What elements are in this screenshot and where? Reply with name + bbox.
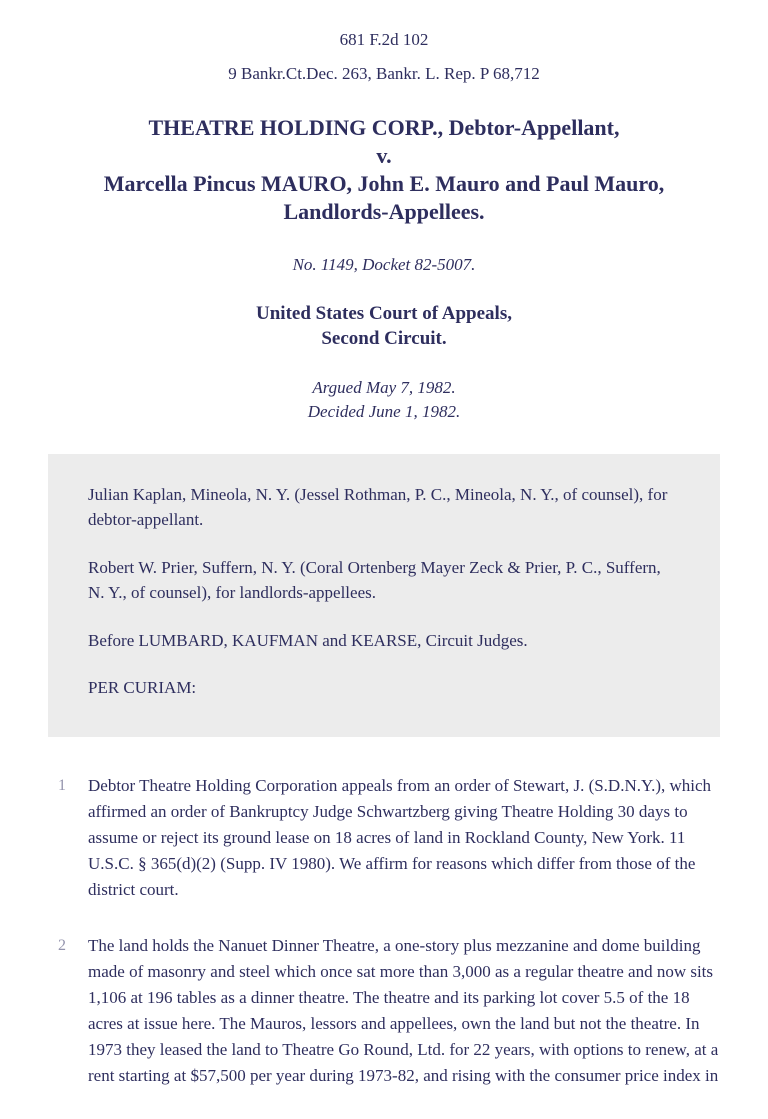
counsel-box [48, 454, 720, 737]
case-title-appellees-line2: Landlords-Appellees. [283, 199, 485, 225]
paragraph-text: The land holds the Nanuet Dinner Theatre, a one-story plus mezzanine and dome building made of masonry and steel which once sat more than 3,000 as a regular theatre and now sits 1,106 at 196 tables as a dinner theatre. The theatre and its parking lot cover 5.5 of the 18 acres at issue here. The Mauros, lessors and appellees, own the land but not the theatre. In 1973 they leased the land to Theatre Go Round, Ltd. for 22 years, with options to renew, at a rent starting at $57,500 per year during 1973-82, and rising with the consumer price index in [88, 935, 719, 1085]
case-title-appellees-line1: Marcella Pincus MAURO, John E. Mauro and Paul Mauro, [103, 171, 665, 197]
counsel-appellees: Robert W. Prier, Suffern, N. Y. (Coral Ortenberg Mayer Zeck & Prier, P. C., Suffern, N. Y., of counsel), for landlords-appellees. [88, 557, 661, 602]
docket-number: No. 1149, Docket 82-5007. [292, 254, 476, 274]
court-name-line1: United States Court of Appeals, [256, 302, 512, 324]
paragraph-number: 1 [58, 776, 66, 794]
case-dates [0, 376, 768, 424]
case-title-versus: v. [376, 143, 392, 169]
opinion-paragraph [48, 933, 722, 1089]
paragraph-number: 2 [58, 936, 66, 954]
citation: 681 F.2d 102 [339, 30, 429, 49]
court-name [0, 301, 768, 352]
case-title [30, 114, 738, 227]
counsel-appellant: Julian Kaplan, Mineola, N. Y. (Jessel Rothman, P. C., Mineola, N. Y., of counsel), for debtor-appellant. [88, 484, 668, 529]
case-title-appellant: THEATRE HOLDING CORP., Debtor-Appellant, [148, 115, 620, 140]
court-name-line2: Second Circuit. [321, 328, 447, 350]
opinion-paragraph [48, 773, 722, 903]
panel-judges: Before LUMBARD, KAUFMAN and KEARSE, Circuit Judges. [88, 630, 528, 650]
per-curiam-label: PER CURIAM: [88, 678, 197, 697]
paragraph-text: Debtor Theatre Holding Corporation appeals from an order of Stewart, J. (S.D.N.Y.), which affirmed an order of Bankruptcy Judge Schwartzberg giving Theatre Holding 30 days to assume or reject its ground lease on 18 acres of land in Rockland County, New York. 11 U.S.C. § 365(d)(2) (Supp. IV 1980). We affirm for reasons which differ from those of the district court. [88, 775, 712, 899]
reporter-citation: 9 Bankr.Ct.Dec. 263, Bankr. L. Rep. P 68,712 [228, 64, 540, 83]
decided-date: Decided June 1, 1982. [307, 401, 461, 421]
opinion-body [48, 773, 722, 1089]
argued-date: Argued May 7, 1982. [312, 377, 456, 397]
